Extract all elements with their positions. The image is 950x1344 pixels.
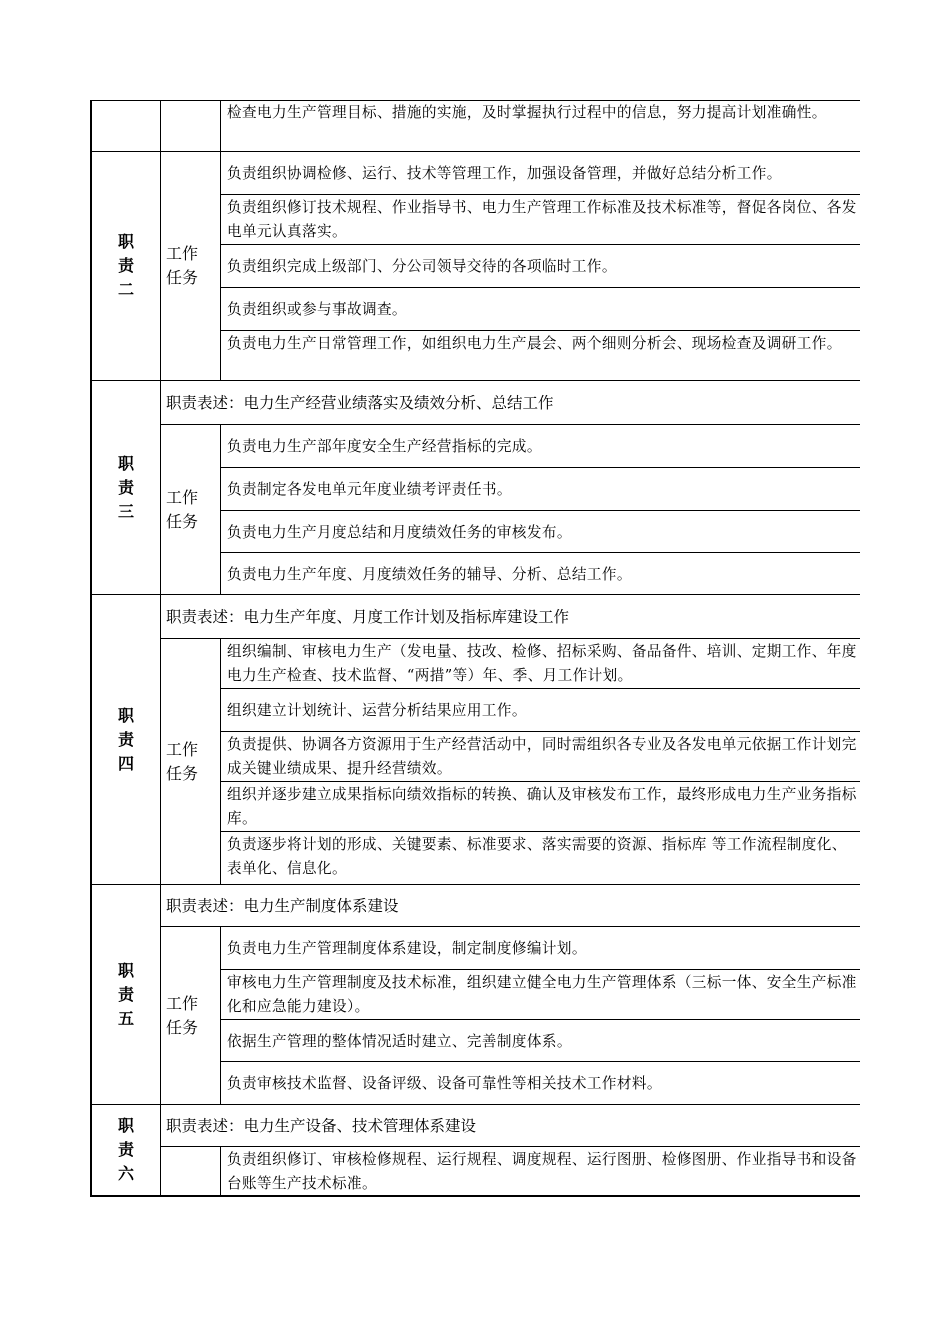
heading-char: 六	[117, 1164, 134, 1183]
task-text: 负责组织或参与事故调查。	[227, 301, 407, 318]
task-text: 检查电力生产管理目标、措施的实施，及时掌握执行过程中的信息，努力提高计划准确性。	[227, 104, 827, 121]
task-cell	[220, 194, 860, 244]
heading-char: 责	[117, 256, 134, 275]
heading-char: 责	[117, 477, 134, 497]
task-cell	[220, 688, 860, 731]
heading-char: 五	[117, 1008, 134, 1028]
task-text: 负责电力生产年度、月度绩效任务的辅导、分析、总结工作。	[227, 565, 632, 583]
task-cell	[220, 100, 860, 151]
task-text: 组织编制、审核电力生产（发电量、技改、检修、招标采购、备品备件、培训、定期工作、年度电力生产检查、技术监督、“两措”等）年、季、月工作计划。	[227, 643, 857, 684]
work-task-label	[160, 424, 220, 594]
task-text: 负责电力生产管理制度体系建设，制定制度修编计划。	[227, 940, 587, 957]
heading-char: 职	[117, 232, 134, 251]
task-text: 负责提供、协调各方资源用于生产经营活动中，同时需组织各专业及各发电单元依据工作计划完成关键业绩成果、提升经营绩效。	[227, 736, 857, 777]
heading-char: 二	[117, 280, 134, 299]
task-text: 负责组织完成上级部门、分公司领导交待的各项临时工作。	[227, 258, 617, 275]
task-text: 负责逐步将计划的形成、关键要素、标准要求、落实需要的资源、指标库 等工作流程制度化、表单化、信息化。	[227, 836, 847, 877]
task-cell	[220, 552, 860, 594]
task-cell	[220, 467, 860, 510]
heading-char: 职	[117, 1116, 134, 1135]
duty-heading-6	[92, 1104, 160, 1195]
label-text: 工作任务	[166, 244, 199, 287]
task-text: 负责组织协调检修、运行、技术等管理工作，加强设备管理，并做好总结分析工作。	[227, 165, 782, 182]
task-cell	[220, 287, 860, 330]
duty-description: 职责表述：电力生产设备、技术管理体系建设	[160, 1104, 860, 1146]
work-task-label	[160, 926, 220, 1104]
task-text: 负责组织修订技术规程、作业指导书、电力生产管理工作标准及技术标准等，督促各岗位、各发电单元认真落实。	[227, 199, 857, 240]
task-cell	[220, 781, 860, 831]
heading-char: 职	[117, 960, 134, 980]
label-text: 工作任务	[166, 739, 199, 783]
task-cell	[220, 244, 860, 287]
task-text: 组织并逐步建立成果指标向绩效指标的转换、确认及审核发布工作，最终形成电力生产业务指标库。	[227, 786, 857, 827]
task-text: 负责审核技术监督、设备评级、设备可靠性等相关技术工作材料。	[227, 1075, 662, 1092]
task-cell	[220, 424, 860, 467]
duty-description: 职责表述：电力生产年度、月度工作计划及指标库建设工作	[160, 594, 860, 638]
duty-description: 职责表述：电力生产经营业绩落实及绩效分析、总结工作	[160, 380, 860, 424]
task-text: 组织建立计划统计、运营分析结果应用工作。	[227, 702, 527, 719]
task-cell	[220, 151, 860, 194]
duty-heading-2	[92, 151, 160, 380]
task-text: 审核电力生产管理制度及技术标准，组织建立健全电力生产管理体系（三标一体、安全生产标准化和应急能力建设）。	[227, 974, 857, 1015]
duty-heading-4	[92, 594, 160, 884]
task-text: 负责制定各发电单元年度业绩考评责任书。	[227, 481, 512, 498]
task-cell	[220, 510, 860, 552]
heading-char: 责	[117, 984, 134, 1004]
heading-char: 四	[117, 753, 134, 773]
duty-description: 职责表述：电力生产制度体系建设	[160, 884, 860, 926]
label-text: 工作任务	[166, 487, 199, 531]
label-text: 工作任务	[166, 993, 199, 1037]
duty-heading-3	[92, 380, 160, 594]
task-cell	[220, 969, 860, 1019]
heading-char: 责	[117, 729, 134, 749]
work-task-label	[160, 151, 220, 380]
duty-heading-5	[92, 884, 160, 1104]
task-text: 负责组织修订、审核检修规程、运行规程、调度规程、运行图册、检修图册、作业指导书和设备台账等生产技术标准。	[227, 1151, 857, 1192]
task-cell	[220, 330, 860, 380]
task-cell	[220, 1019, 860, 1061]
task-text: 负责电力生产日常管理工作，如组织电力生产晨会、两个细则分析会、现场检查及调研工作。	[227, 335, 842, 352]
work-task-label	[160, 638, 220, 884]
label-cell-empty	[160, 1146, 220, 1195]
label-cell-empty	[160, 100, 220, 151]
heading-char: 职	[117, 705, 134, 725]
task-text: 负责电力生产部年度安全生产经营指标的完成。	[227, 438, 542, 455]
heading-char: 责	[117, 1140, 134, 1159]
task-cell	[220, 638, 860, 688]
task-cell	[220, 1146, 860, 1195]
heading-char: 三	[117, 501, 134, 521]
task-text: 依据生产管理的整体情况适时建立、完善制度体系。	[227, 1032, 572, 1050]
task-cell	[220, 926, 860, 969]
task-cell	[220, 731, 860, 781]
task-cell	[220, 831, 860, 884]
task-cell	[220, 1061, 860, 1104]
task-text: 负责电力生产月度总结和月度绩效任务的审核发布。	[227, 523, 572, 541]
heading-char: 职	[117, 453, 134, 473]
